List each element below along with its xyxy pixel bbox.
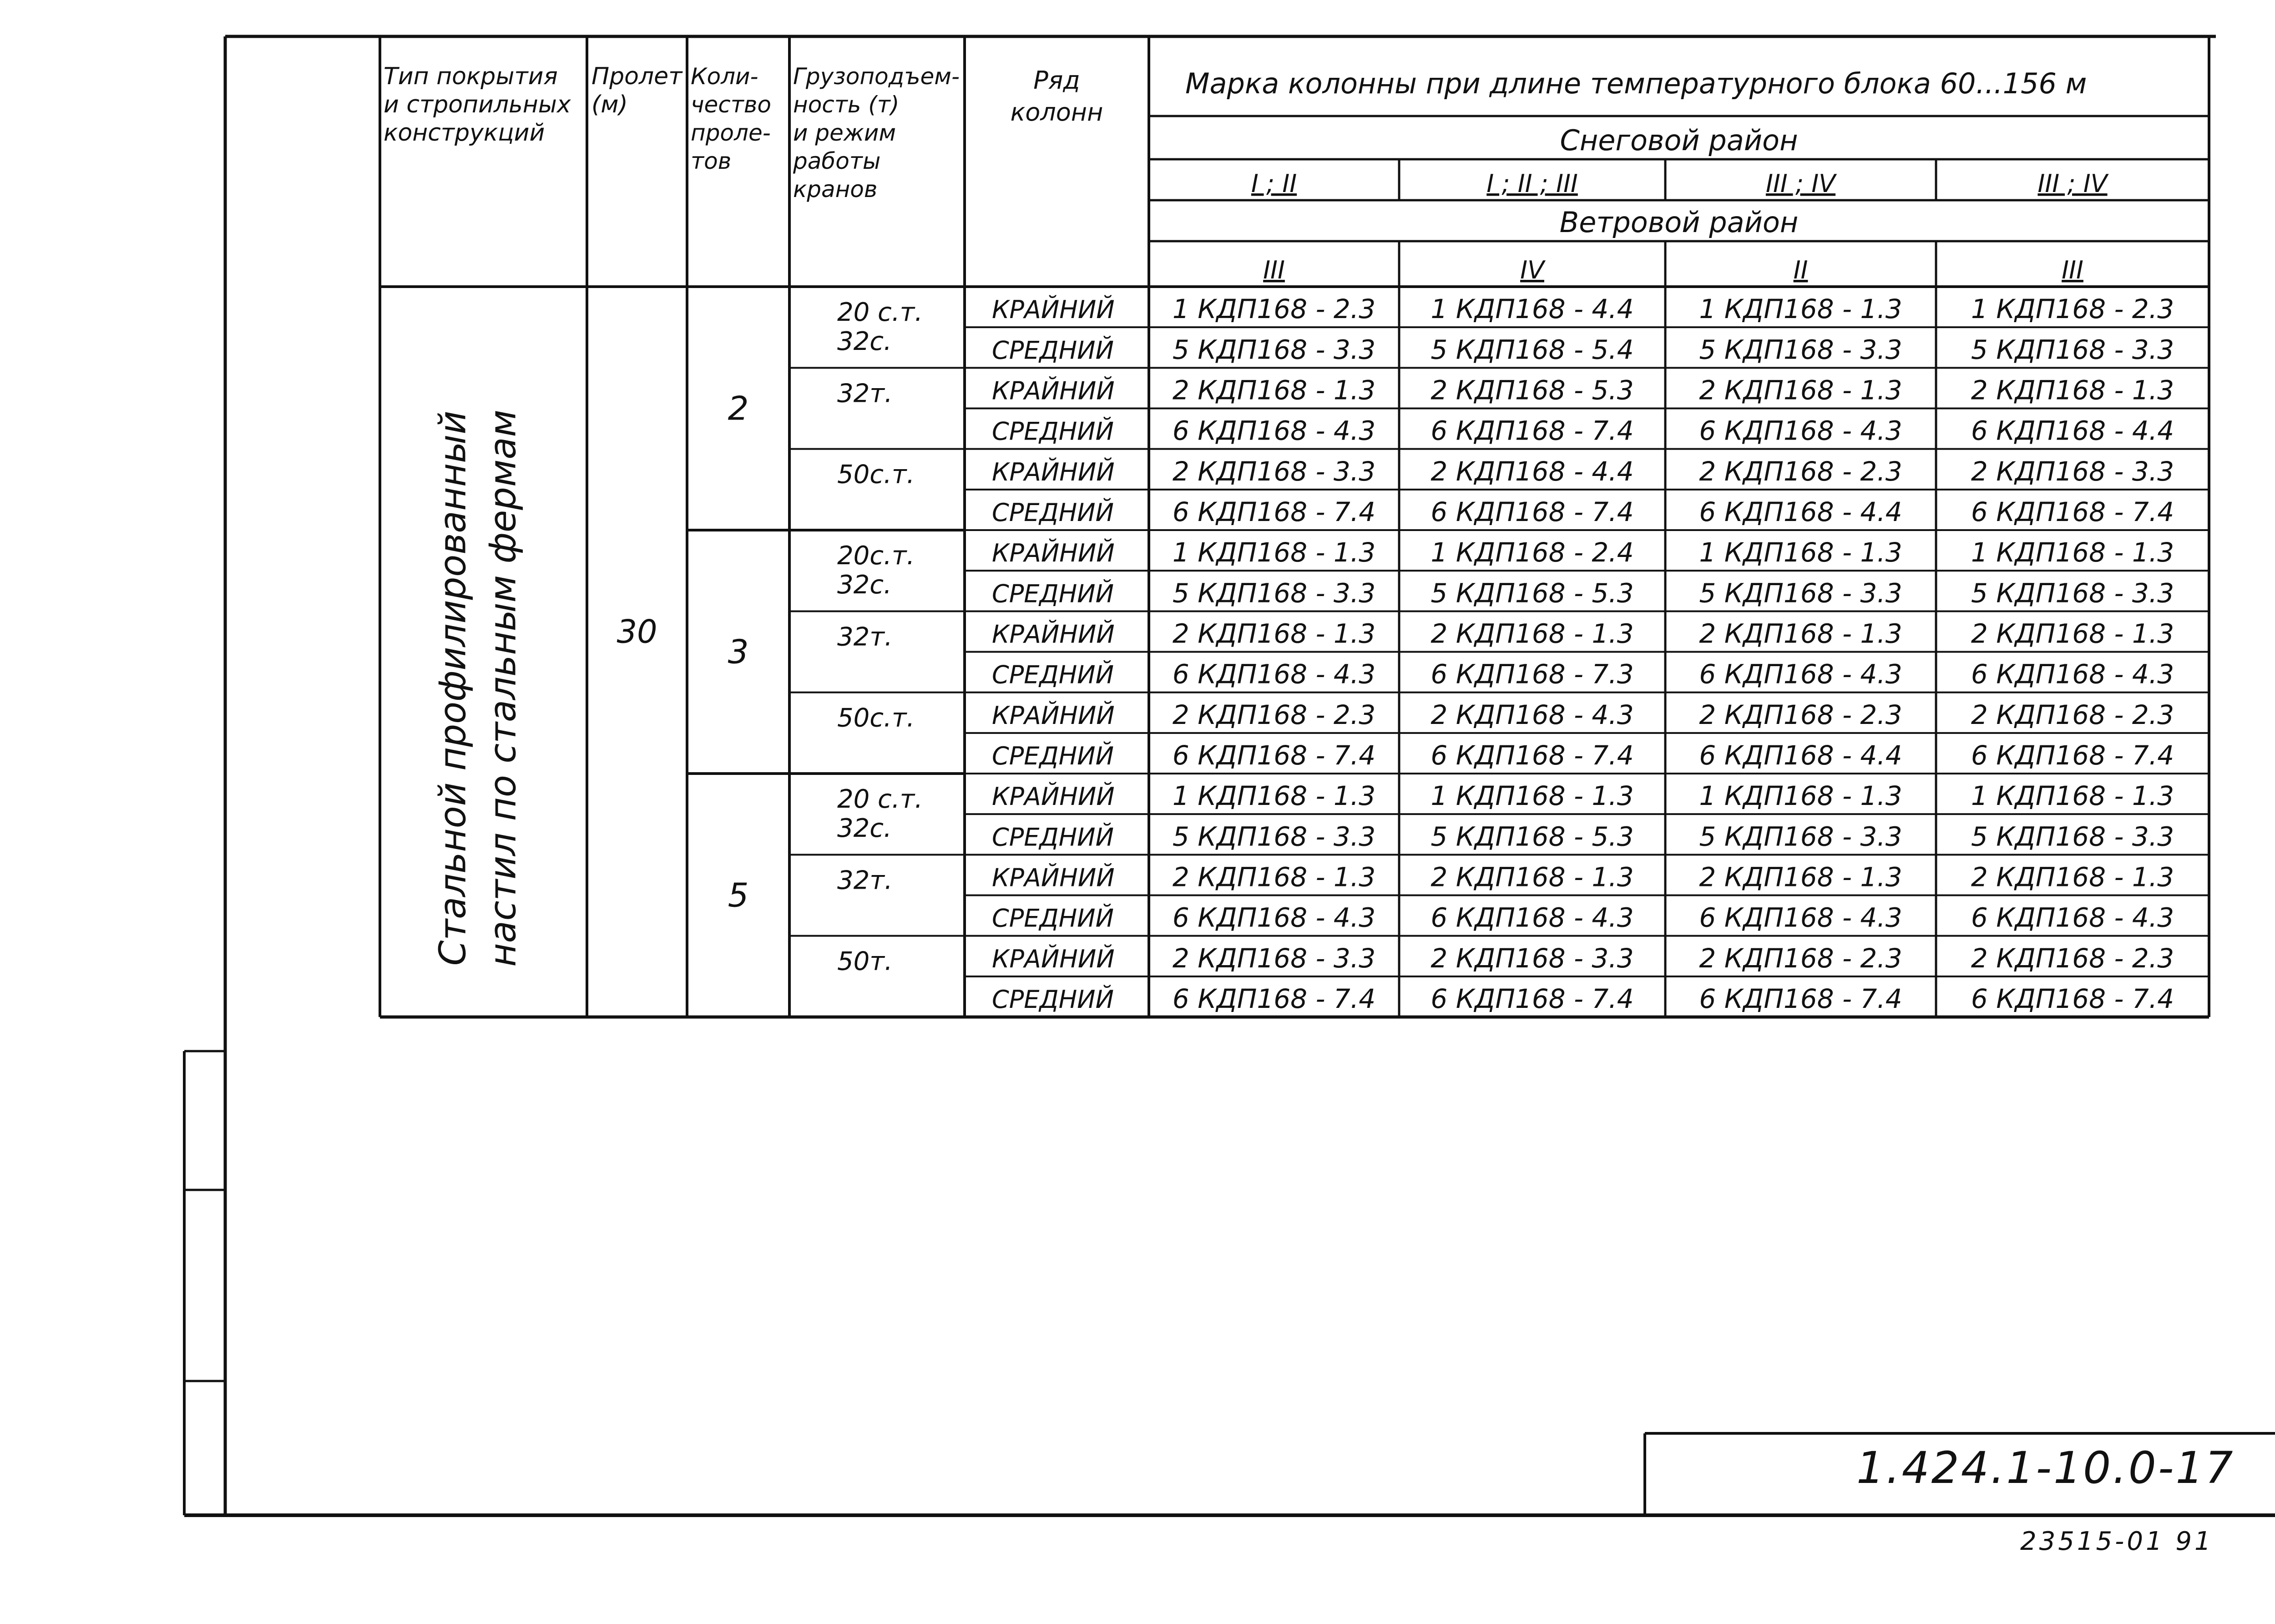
column-mark: 2 КДП168 - 1.3 [1699, 618, 1902, 649]
column-mark: 2 КДП168 - 3.3 [1172, 942, 1376, 974]
column-mark: 5 КДП168 - 5.3 [1431, 577, 1634, 609]
row-label: КРАЙНИЙ [992, 376, 1115, 405]
row-label: КРАЙНИЙ [992, 295, 1115, 324]
column-mark: 2 КДП168 - 2.3 [1699, 699, 1902, 730]
column-mark: 2 КДП168 - 3.3 [1431, 942, 1634, 974]
archive-number: 23515-01 91 [2020, 1527, 2214, 1556]
row-label: КРАЙНИЙ [992, 539, 1115, 568]
column-mark: 6 КДП168 - 7.4 [1431, 983, 1634, 1014]
column-mark: 5 КДП168 - 3.3 [1971, 577, 2174, 609]
header-crane: кранов [793, 176, 878, 202]
column-mark: 2 КДП168 - 5.3 [1431, 374, 1634, 406]
column-mark: 5 КДП168 - 3.3 [1172, 821, 1376, 852]
column-mark: 6 КДП168 - 4.3 [1172, 902, 1376, 933]
crane-capacity: 32т. [837, 622, 893, 652]
column-mark: 6 КДП168 - 7.4 [1971, 496, 2174, 527]
column-mark: 5 КДП168 - 3.3 [1172, 334, 1376, 365]
row-label: СРЕДНИЙ [992, 823, 1114, 852]
crane-capacity: 20 с.т. [837, 298, 923, 327]
column-mark: 2 КДП168 - 3.3 [1971, 455, 2174, 487]
row-label: КРАЙНИЙ [992, 620, 1115, 649]
column-mark: 1 КДП168 - 2.4 [1431, 537, 1634, 568]
column-mark: 5 КДП168 - 3.3 [1971, 821, 2174, 852]
column-mark: 2 КДП168 - 2.3 [1971, 699, 2174, 730]
column-mark: 2 КДП168 - 1.3 [1172, 861, 1376, 893]
span-count: 3 [728, 632, 749, 671]
column-mark: 2 КДП168 - 4.3 [1431, 699, 1634, 730]
row-label: КРАЙНИЙ [992, 782, 1115, 811]
column-mark: 2 КДП168 - 1.3 [1971, 861, 2174, 893]
column-mark: 6 КДП168 - 4.3 [1971, 658, 2174, 690]
column-mark: 5 КДП168 - 5.4 [1431, 334, 1634, 365]
span-value: 30 [617, 613, 657, 651]
header-crane: и режим [793, 120, 896, 146]
header-snow-value: III ; IV [2037, 169, 2108, 198]
header-span: Пролет [592, 63, 682, 90]
crane-capacity: 32с. [837, 570, 892, 600]
header-span-count: тов [691, 148, 732, 174]
header-cover-type: и стропильных [384, 91, 571, 118]
column-mark: 6 КДП168 - 4.4 [1699, 740, 1902, 771]
cover-type-text: настил по стальным фермам [481, 410, 524, 967]
column-mark: 2 КДП168 - 2.3 [1971, 942, 2174, 974]
header-span-count: Коли- [691, 63, 758, 90]
header-span-count: чество [691, 91, 771, 118]
column-mark: 5 КДП168 - 3.3 [1699, 577, 1902, 609]
header-wind-value: III [2062, 256, 2083, 284]
column-mark: 2 КДП168 - 1.3 [1971, 618, 2174, 649]
span-count: 2 [728, 389, 749, 428]
column-mark: 2 КДП168 - 2.3 [1699, 942, 1902, 974]
row-label: КРАЙНИЙ [992, 944, 1115, 973]
column-mark: 1 КДП168 - 1.3 [1172, 780, 1376, 812]
column-mark: 6 КДП168 - 4.3 [1699, 658, 1902, 690]
column-mark: 5 КДП168 - 3.3 [1971, 334, 2174, 365]
column-mark: 6 КДП168 - 7.4 [1971, 740, 2174, 771]
column-mark: 6 КДП168 - 4.3 [1172, 658, 1376, 690]
crane-capacity: 20 с.т. [837, 784, 923, 814]
header-snow-value: III ; IV [1765, 169, 1836, 198]
header-crane: работы [793, 148, 881, 174]
header-wind-value: II [1793, 256, 1808, 284]
column-mark: 2 КДП168 - 1.3 [1699, 861, 1902, 893]
column-mark: 2 КДП168 - 1.3 [1431, 618, 1634, 649]
column-mark: 6 КДП168 - 7.4 [1172, 740, 1376, 771]
crane-capacity: 32т. [837, 379, 893, 409]
row-label: КРАЙНИЙ [992, 701, 1115, 730]
column-mark: 6 КДП168 - 4.3 [1699, 902, 1902, 933]
header-column-row: Ряд [1033, 66, 1080, 95]
column-mark: 2 КДП168 - 1.3 [1172, 374, 1376, 406]
row-label: СРЕДНИЙ [992, 579, 1114, 608]
column-mark: 2 КДП168 - 3.3 [1172, 455, 1376, 487]
crane-capacity: 50т. [837, 946, 893, 976]
row-label: СРЕДНИЙ [992, 336, 1114, 365]
column-mark: 1 КДП168 - 1.3 [1971, 780, 2174, 812]
column-mark: 6 КДП168 - 7.4 [1431, 415, 1634, 446]
column-mark: 2 КДП168 - 1.3 [1699, 374, 1902, 406]
column-mark: 6 КДП168 - 7.4 [1431, 496, 1634, 527]
column-mark: 6 КДП168 - 4.3 [1971, 902, 2174, 933]
row-label: СРЕДНИЙ [992, 904, 1114, 933]
column-mark: 2 КДП168 - 1.3 [1172, 618, 1376, 649]
column-mark: 6 КДП168 - 7.4 [1699, 983, 1902, 1014]
column-mark: 1 КДП168 - 1.3 [1699, 293, 1902, 325]
crane-capacity: 32т. [837, 865, 893, 895]
crane-capacity: 50с.т. [837, 460, 915, 490]
row-label: СРЕДНИЙ [992, 985, 1114, 1014]
span-count: 5 [728, 876, 749, 915]
column-mark: 1 КДП168 - 1.3 [1699, 780, 1902, 812]
column-mark: 6 КДП168 - 4.3 [1431, 902, 1634, 933]
header-wind-title: Ветровой район [1559, 206, 1799, 239]
column-mark: 1 КДП168 - 1.3 [1431, 780, 1634, 812]
crane-capacity: 32с. [837, 814, 892, 843]
row-label: КРАЙНИЙ [992, 863, 1115, 892]
header-snow-value: I ; II [1251, 169, 1297, 198]
header-main-title: Марка колонны при длине температурного блока 60...156 м [1185, 67, 2087, 100]
column-mark: 5 КДП168 - 5.3 [1431, 821, 1634, 852]
drawing-code: 1.424.1-10.0-17 [1856, 1442, 2235, 1493]
column-mark: 1 КДП168 - 1.3 [1971, 537, 2174, 568]
header-snow-value: I ; II ; III [1486, 169, 1578, 198]
column-mark: 6 КДП168 - 4.3 [1699, 415, 1902, 446]
column-mark: 2 КДП168 - 1.3 [1971, 374, 2174, 406]
column-mark: 6 КДП168 - 7.4 [1172, 496, 1376, 527]
column-mark: 2 КДП168 - 2.3 [1172, 699, 1376, 730]
header-cover-type: конструкций [384, 119, 545, 147]
header-wind-value: IV [1520, 256, 1544, 284]
column-mark: 6 КДП168 - 4.4 [1971, 415, 2174, 446]
column-mark: 2 КДП168 - 1.3 [1431, 861, 1634, 893]
crane-capacity: 32с. [837, 327, 892, 356]
row-label: СРЕДНИЙ [992, 498, 1114, 527]
column-mark: 1 КДП168 - 2.3 [1971, 293, 2174, 325]
column-mark: 6 КДП168 - 4.4 [1699, 496, 1902, 527]
row-label: СРЕДНИЙ [992, 742, 1114, 770]
crane-capacity: 50с.т. [837, 703, 915, 733]
column-mark: 6 КДП168 - 7.4 [1971, 983, 2174, 1014]
column-mark: 1 КДП168 - 1.3 [1172, 537, 1376, 568]
column-mark: 1 КДП168 - 1.3 [1699, 537, 1902, 568]
column-mark: 2 КДП168 - 2.3 [1699, 455, 1902, 487]
header-wind-value: III [1263, 256, 1285, 284]
column-mark: 1 КДП168 - 4.4 [1431, 293, 1634, 325]
header-crane: Грузоподъем- [793, 63, 960, 90]
column-mark: 5 КДП168 - 3.3 [1172, 577, 1376, 609]
row-label: СРЕДНИЙ [992, 660, 1114, 689]
header-span-count: проле- [691, 120, 771, 146]
header-span: (м) [592, 91, 628, 118]
column-mark: 1 КДП168 - 2.3 [1172, 293, 1376, 325]
column-mark: 6 КДП168 - 4.3 [1172, 415, 1376, 446]
header-snow-title: Снеговой район [1560, 124, 1798, 157]
column-mark: 5 КДП168 - 3.3 [1699, 821, 1902, 852]
header-column-row: колонн [1010, 98, 1103, 126]
column-mark: 2 КДП168 - 4.4 [1431, 455, 1634, 487]
row-label: СРЕДНИЙ [992, 417, 1114, 446]
column-mark: 6 КДП168 - 7.3 [1431, 658, 1634, 690]
row-label: КРАЙНИЙ [992, 457, 1115, 486]
column-mark: 6 КДП168 - 7.4 [1431, 740, 1634, 771]
header-crane: ность (т) [793, 91, 900, 118]
cover-type-text: Стальной профилированный [431, 410, 474, 966]
header-cover-type: Тип покрытия [384, 63, 558, 90]
crane-capacity: 20с.т. [837, 541, 915, 571]
column-mark: 6 КДП168 - 7.4 [1172, 983, 1376, 1014]
column-mark: 5 КДП168 - 3.3 [1699, 334, 1902, 365]
